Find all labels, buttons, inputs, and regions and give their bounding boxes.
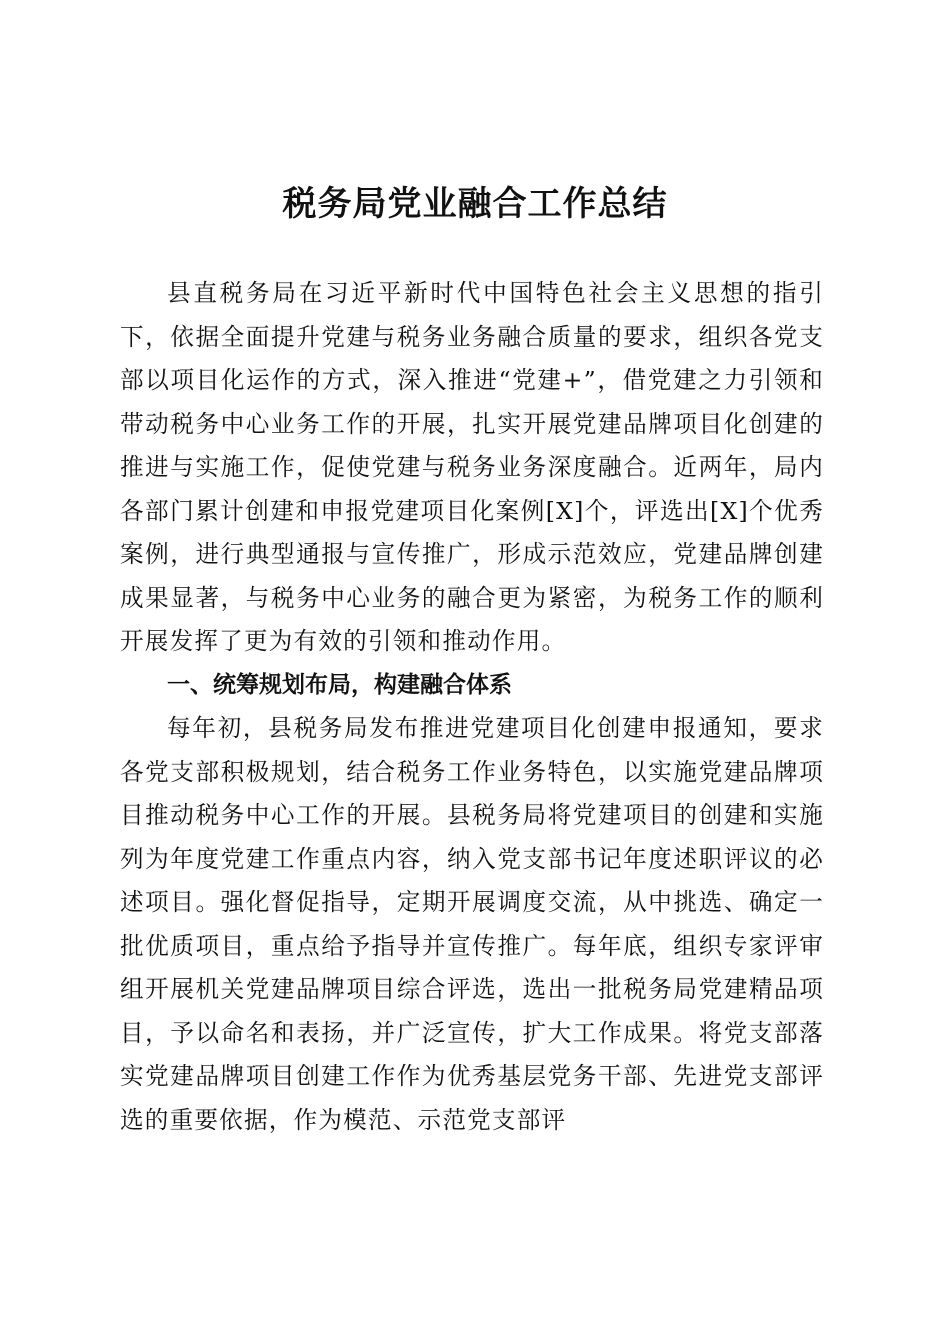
section-1-heading: 一、统筹规划布局，构建融合体系 [167, 671, 512, 698]
intro-paragraph: 县直税务局在习近平新时代中国特色社会主义思想的指引下，依据全面提升党建与税务业务融合质量的要求，组织各党支部以项目化运作的方式，深入推进“党建+”，借党建之力引领和带动税务中心业务工作的开展，扎实开展党建品牌项目化创建的推进与实施工作，促使党建与税务业务深度融合。近两年，局内各部门累计创建和申报党建项目化案例[X]个，评选出[X]个优秀案例，进行典型通报与宣传推广，形成示范效应，党建品牌创建成果显著，与税务中心业务的融合更为紧密，为税务工作的顺利开展发挥了更为有效的引领和推动作用。 [120, 279, 824, 655]
document-body [120, 272, 824, 1142]
document-title: 税务局党业融合工作总结 [282, 184, 668, 224]
section-1-paragraph: 每年初，县税务局发布推进党建项目化创建申报通知，要求各党支部积极规划，结合税务工作业务特色，以实施党建品牌项目推动税务中心工作的开展。县税务局将党建项目的创建和实施列为年度党建工作重点内容，纳入党支部书记年度述职评议的必述项目。强化督促指导，定期开展调度交流，从中挑选、确定一批优质项目，重点给予指导并宣传推广。每年底，组织专家评审组开展机关党建品牌项目综合评选，选出一批税务局党建精品项目，予以命名和表扬，并广泛宣传，扩大工作成果。将党支部落实党建品牌项目创建工作作为优秀基层党务干部、先进党支部评选的重要依据，作为模范、示范党支部评 [120, 714, 824, 1134]
